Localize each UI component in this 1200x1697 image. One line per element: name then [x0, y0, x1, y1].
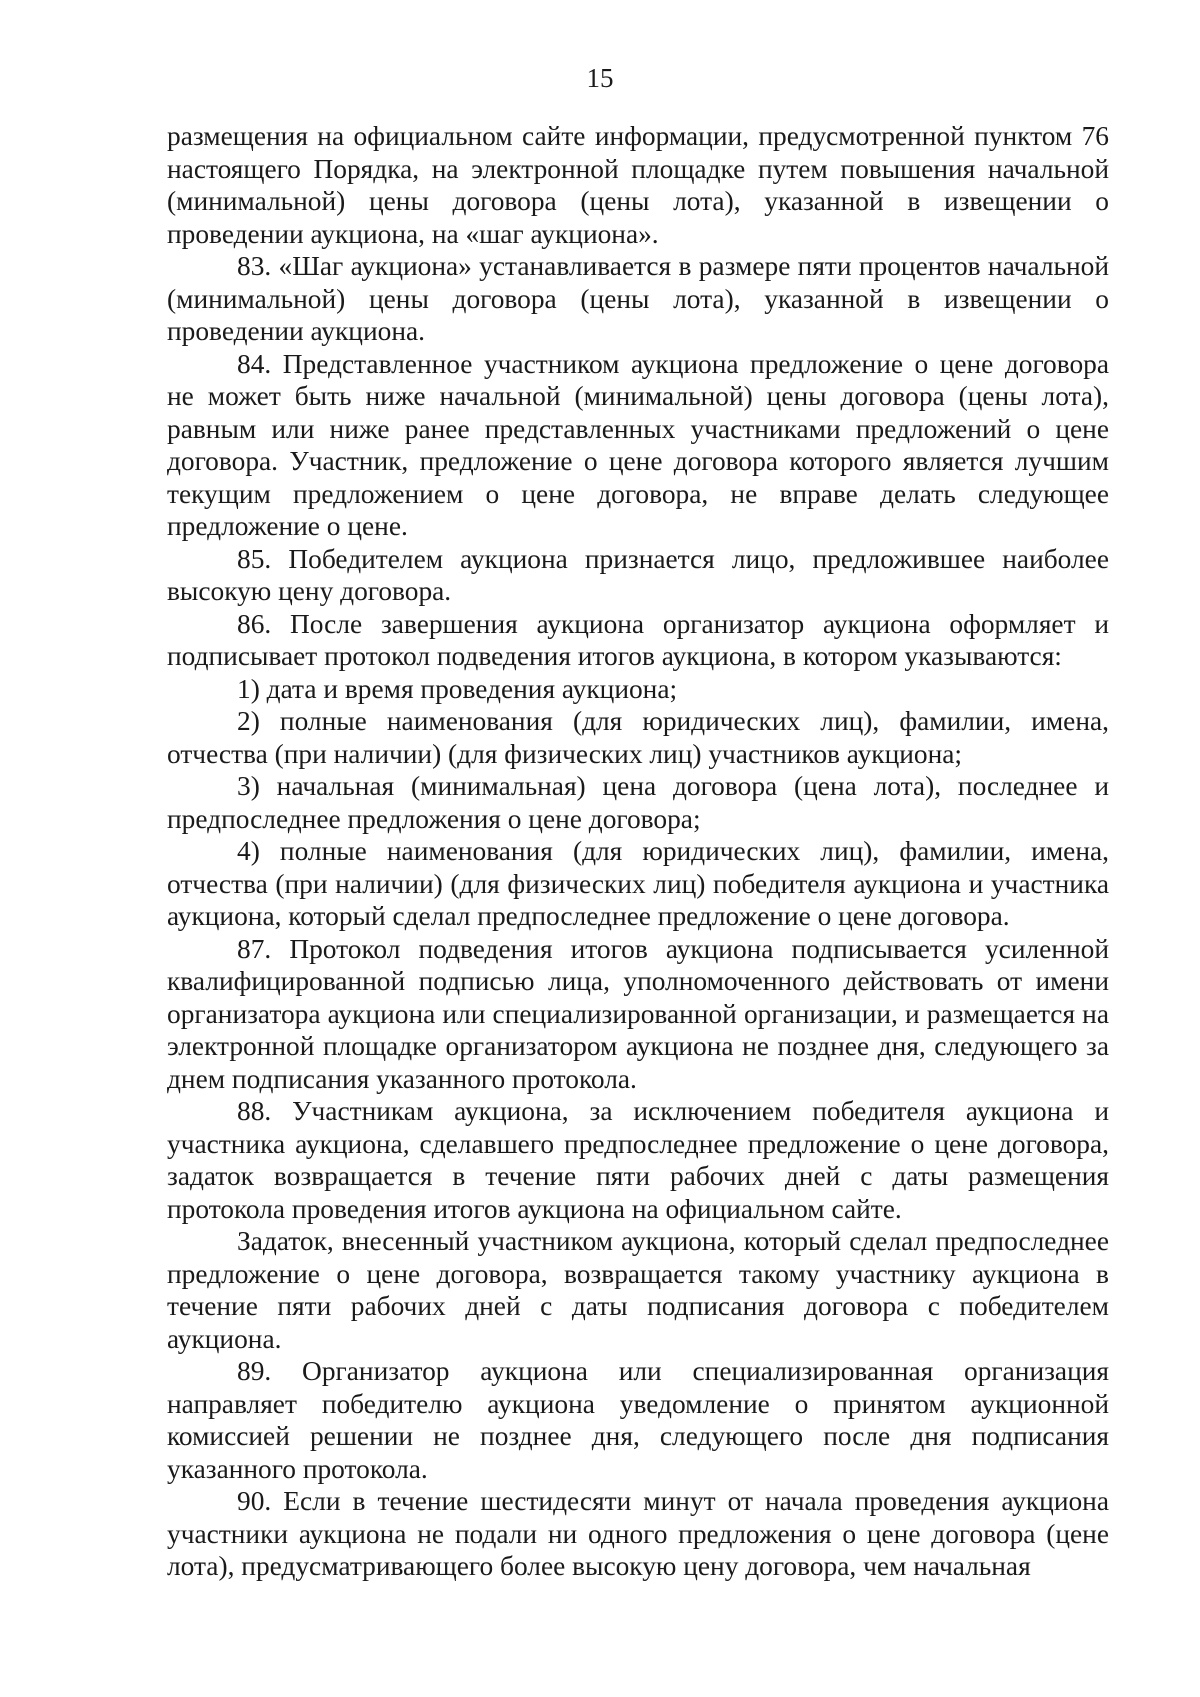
document-body — [167, 120, 1109, 1583]
paragraph-continuation: размещения на официальном сайте информации, предусмотренной пунктом 76 настоящего Порядка, на электронной площадке путем повышения начальной (минимальной) цены договора (цены лота), указанной в извещении о проведении аукциона, на «шаг аукциона». — [167, 121, 1109, 249]
list-item-4: 4) полные наименования (для юридических лиц), фамилии, имена, отчества (при наличии) (для физических лиц) победителя аукциона и участника аукциона, который сделал предпоследнее предложение о цене договора. — [167, 836, 1109, 931]
paragraph-90: 90. Если в течение шестидесяти минут от начала проведения аукциона участники аукциона не подали ни одного предложения о цене договора (цене лота), предусматривающего более высокую цену договора, чем начальная — [167, 1486, 1109, 1581]
list-item-1: 1) дата и время проведения аукциона; — [237, 673, 678, 704]
paragraph-89: 89. Организатор аукциона или специализированная организация направляет победителю аукциона уведомление о принятом аукционной комиссией решении не позднее дня, следующего после дня подписания указанного протокола. — [167, 1356, 1109, 1484]
paragraph-85: 85. Победителем аукциона признается лицо, предложившее наиболее высокую цену договора. — [167, 543, 1109, 606]
paragraph-86: 86. После завершения аукциона организатор аукциона оформляет и подписывает протокол подведения итогов аукциона, в котором указываются: — [167, 608, 1109, 671]
list-item-2: 2) полные наименования (для юридических лиц), фамилии, имена, отчества (при наличии) (для физических лиц) участников аукциона; — [167, 706, 1109, 769]
page-number: 15 — [586, 63, 614, 93]
paragraph-84: 84. Представленное участником аукциона предложение о цене договора не может быть ниже начальной (минимальной) цены договора (цены лота), равным или ниже ранее представленных участниками предложений о цене договора. Участник, предложение о цене договора которого является лучшим текущим предложением о цене договора, не вправе делать следующее предложение о цене. — [167, 348, 1109, 541]
paragraph-87: 87. Протокол подведения итогов аукциона подписывается усиленной квалифицированной подписью лица, уполномоченного действовать от имени организатора аукциона или специализированной организации, и размещается на электронной площадке организатором аукциона не позднее дня, следующего за днем подписания указанного протокола. — [167, 933, 1109, 1094]
paragraph-deposit: Задаток, внесенный участником аукциона, который сделал предпоследнее предложение о цене договора, возвращается такому участнику аукциона в течение пяти рабочих дней с даты подписания договора с победителем аукциона. — [167, 1226, 1109, 1354]
paragraph-83: 83. «Шаг аукциона» устанавливается в размере пяти процентов начальной (минимальной) цены договора (цены лота), указанной в извещении о проведении аукциона. — [167, 251, 1109, 346]
paragraph-88: 88. Участникам аукциона, за исключением победителя аукциона и участника аукциона, сделавшего предпоследнее предложение о цене договора, задаток возвращается в течение пяти рабочих дней с даты размещения протокола проведения итогов аукциона на официальном сайте. — [167, 1096, 1109, 1224]
list-item-3: 3) начальная (минимальная) цена договора (цена лота), последнее и предпоследнее предложения о цене договора; — [167, 771, 1109, 834]
